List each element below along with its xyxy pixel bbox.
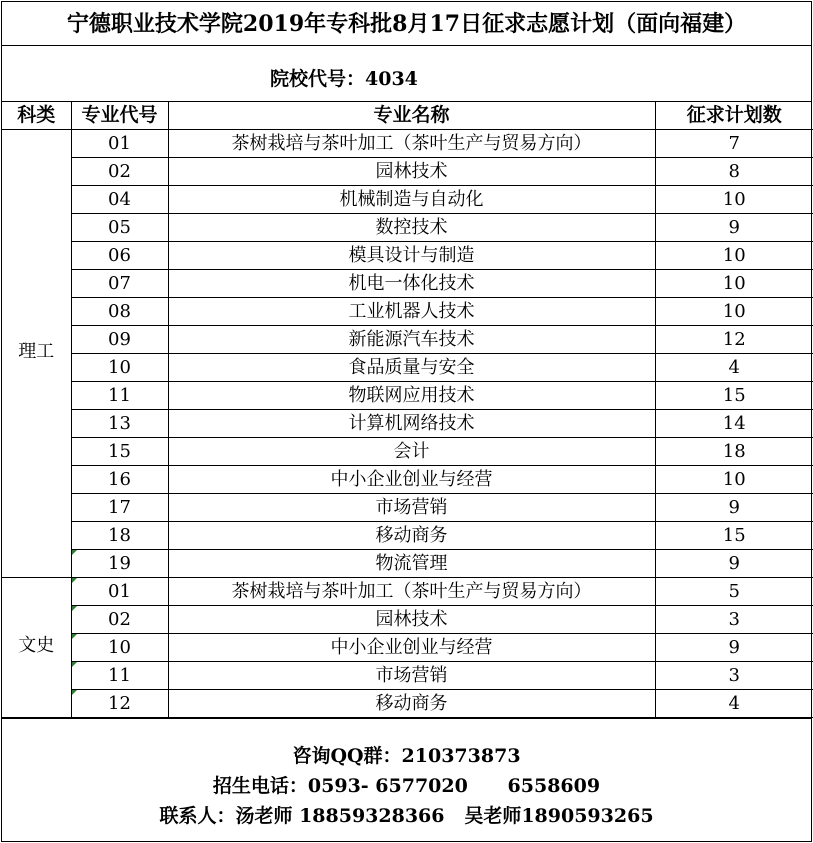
table-row: [2, 130, 813, 158]
plan-count-cell: 10: [655, 466, 813, 494]
major-code-cell: 05: [71, 214, 168, 242]
major-name-cell: 中小企业创业与经营: [168, 634, 655, 662]
plan-table: [2, 102, 813, 718]
table-row: [2, 634, 813, 662]
major-code-cell: 10: [71, 634, 168, 662]
contact-people: 联系人：汤老师 18859328366 吴老师1890593265: [159, 805, 654, 827]
major-name-cell: 新能源汽车技术: [168, 326, 655, 354]
table-row: [2, 326, 813, 354]
cell-marker-icon: [72, 606, 77, 611]
plan-count-cell: 4: [655, 354, 813, 382]
major-code-cell: 18: [71, 522, 168, 550]
major-name-cell: 移动商务: [168, 522, 655, 550]
plan-count-cell: 9: [655, 494, 813, 522]
admission-sheet: [1, 1, 812, 842]
major-code-cell: 06: [71, 242, 168, 270]
table-row: [2, 690, 813, 718]
cell-marker-icon: [72, 662, 77, 667]
table-header-row: [2, 102, 813, 130]
header-category: 科类: [2, 102, 71, 130]
category-label: 理工: [18, 341, 55, 362]
major-name-cell: 移动商务: [168, 690, 655, 718]
major-name-cell: 中小企业创业与经营: [168, 466, 655, 494]
plan-count-cell: 9: [655, 550, 813, 578]
plan-count-cell: 8: [655, 158, 813, 186]
major-code-cell: 08: [71, 298, 168, 326]
contact-footer: [2, 718, 811, 842]
table-row: [2, 550, 813, 578]
plan-count-cell: 5: [655, 578, 813, 606]
major-name-cell: 计算机网络技术: [168, 410, 655, 438]
category-cell: [2, 130, 71, 578]
major-name-cell: 茶树栽培与茶叶加工（茶叶生产与贸易方向）: [168, 578, 655, 606]
table-row: [2, 438, 813, 466]
table-row: [2, 186, 813, 214]
major-code-cell: 11: [71, 382, 168, 410]
school-code: 院校代号：4034: [270, 68, 418, 90]
major-code-cell: 16: [71, 466, 168, 494]
table-row: [2, 606, 813, 634]
plan-count-cell: 4: [655, 690, 813, 718]
major-code-cell: 02: [71, 158, 168, 186]
plan-count-cell: 15: [655, 382, 813, 410]
plan-count-cell: 10: [655, 242, 813, 270]
plan-count-cell: 3: [655, 606, 813, 634]
admission-phone: 招生电话：0593- 6577020 6558609: [212, 775, 601, 797]
table-row: [2, 494, 813, 522]
major-code-cell: 02: [71, 606, 168, 634]
cell-marker-icon: [72, 690, 77, 695]
page-title: 宁德职业技术学院2019年专科批8月17日征求志愿计划（面向福建）: [2, 2, 811, 46]
major-code-cell: 09: [71, 326, 168, 354]
table-row: [2, 242, 813, 270]
table-row: [2, 410, 813, 438]
table-row: [2, 662, 813, 690]
major-name-cell: 食品质量与安全: [168, 354, 655, 382]
plan-count-cell: 10: [655, 186, 813, 214]
major-code-cell: 13: [71, 410, 168, 438]
header-plan-count: 征求计划数: [655, 102, 813, 130]
table-row: [2, 466, 813, 494]
major-name-cell: 园林技术: [168, 158, 655, 186]
header-major-name: 专业名称: [168, 102, 655, 130]
major-name-cell: 物流管理: [168, 550, 655, 578]
major-name-cell: 模具设计与制造: [168, 242, 655, 270]
major-name-cell: 物联网应用技术: [168, 382, 655, 410]
table-body: [2, 130, 813, 718]
major-name-cell: 茶树栽培与茶叶加工（茶叶生产与贸易方向）: [168, 130, 655, 158]
qq-group: 咨询QQ群：210373873: [292, 745, 521, 767]
major-code-cell: 10: [71, 354, 168, 382]
major-code-cell: 15: [71, 438, 168, 466]
header-major-code: 专业代号: [71, 102, 168, 130]
cell-marker-icon: [72, 550, 77, 555]
table-row: [2, 158, 813, 186]
plan-count-cell: 15: [655, 522, 813, 550]
major-code-cell: 12: [71, 690, 168, 718]
plan-count-cell: 10: [655, 270, 813, 298]
major-code-cell: 01: [71, 130, 168, 158]
major-name-cell: 会计: [168, 438, 655, 466]
table-row: [2, 522, 813, 550]
table-row: [2, 214, 813, 242]
major-name-cell: 机电一体化技术: [168, 270, 655, 298]
category-label: 文史: [18, 635, 55, 656]
plan-count-cell: 12: [655, 326, 813, 354]
major-name-cell: 机械制造与自动化: [168, 186, 655, 214]
major-code-cell: 07: [71, 270, 168, 298]
table-row: [2, 298, 813, 326]
major-code-cell: 04: [71, 186, 168, 214]
plan-count-cell: 14: [655, 410, 813, 438]
table-row: [2, 270, 813, 298]
major-name-cell: 数控技术: [168, 214, 655, 242]
major-code-cell: 17: [71, 494, 168, 522]
major-name-cell: 工业机器人技术: [168, 298, 655, 326]
major-name-cell: 市场营销: [168, 494, 655, 522]
school-code-row: [2, 46, 811, 102]
plan-count-cell: 10: [655, 298, 813, 326]
cell-marker-icon: [72, 634, 77, 639]
table-row: [2, 578, 813, 606]
plan-count-cell: 7: [655, 130, 813, 158]
plan-count-cell: 3: [655, 662, 813, 690]
category-cell: [2, 578, 71, 718]
major-code-cell: 19: [71, 550, 168, 578]
table-row: [2, 382, 813, 410]
cell-marker-icon: [72, 578, 77, 583]
major-name-cell: 园林技术: [168, 606, 655, 634]
table-row: [2, 354, 813, 382]
major-code-cell: 11: [71, 662, 168, 690]
major-code-cell: 01: [71, 578, 168, 606]
plan-count-cell: 9: [655, 634, 813, 662]
plan-count-cell: 9: [655, 214, 813, 242]
major-name-cell: 市场营销: [168, 662, 655, 690]
plan-count-cell: 18: [655, 438, 813, 466]
